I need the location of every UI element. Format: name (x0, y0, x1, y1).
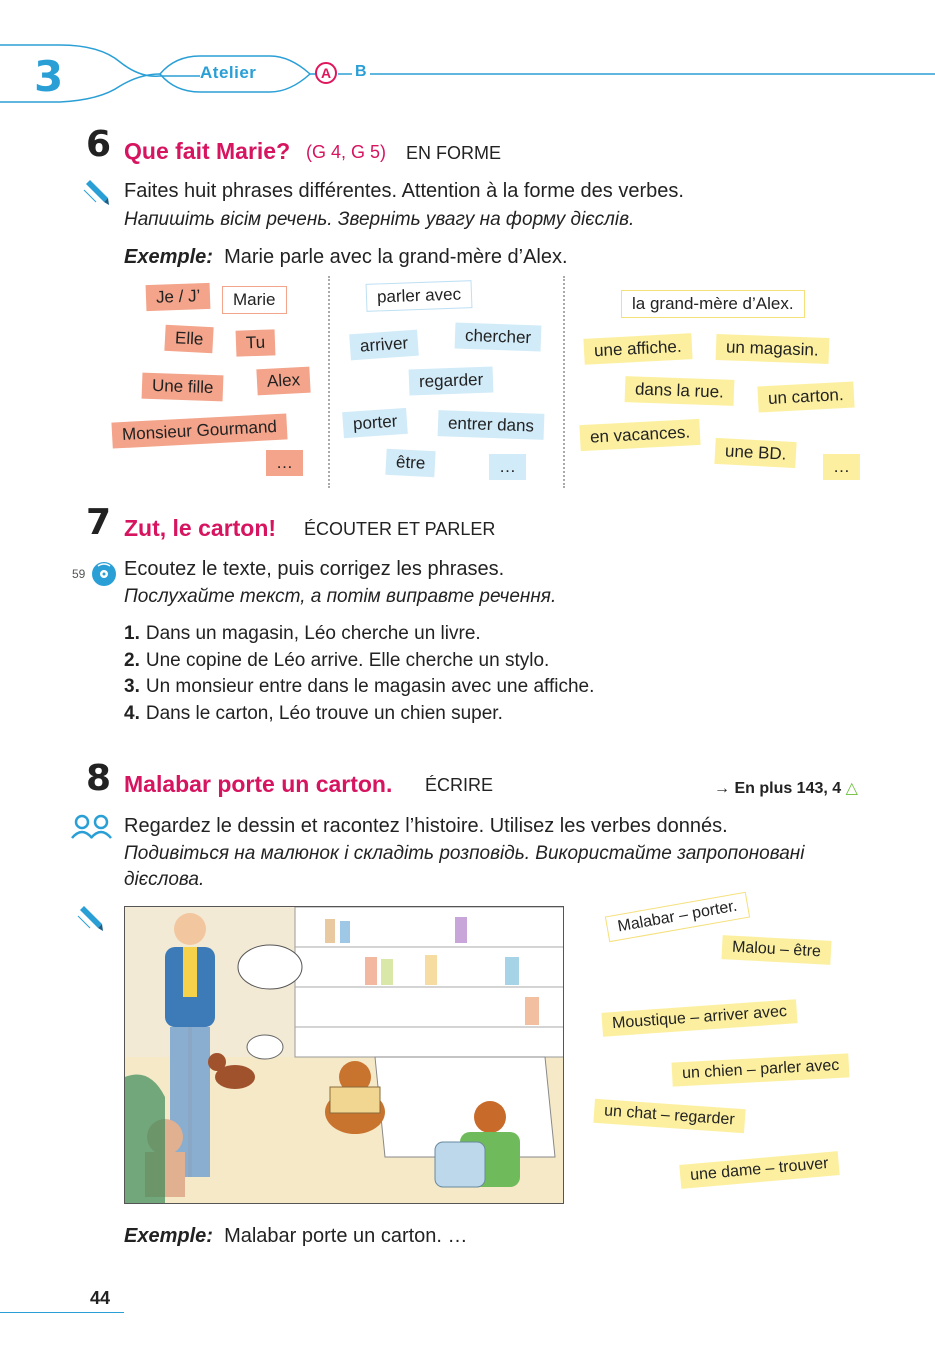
pencil-icon (76, 904, 104, 932)
en-plus-reference[interactable]: → En plus 143, 4 △ (714, 780, 858, 797)
exercise-7-number: 7 (86, 502, 112, 543)
audio-track-number: 59 (72, 567, 86, 581)
example-label: Exemple: (124, 246, 213, 268)
verb-prompt-card[interactable]: Moustique – arriver avec (601, 999, 797, 1037)
example-text: Marie parle avec la grand-mère d’Alex. (224, 246, 568, 268)
verb-card[interactable]: … (489, 454, 526, 480)
column-divider (563, 276, 565, 488)
exercise-6-title: Que fait Marie? (124, 138, 291, 164)
exercise-7-instruction-ukrainian: Послухайте текст, а потім виправте речення. (124, 586, 557, 607)
verb-card[interactable]: parler avec (366, 280, 473, 312)
exercise-8-example (124, 1225, 468, 1248)
exercise-8-instruction-ukrainian-line1: Подивіться на малюнок і складіть розповідь. Використайте запропоновані (124, 843, 805, 864)
exercise-6-instruction: Faites huit phrases différentes. Attention à la forme des verbes. (124, 180, 684, 202)
column-divider (328, 276, 330, 488)
exercise-6-grammar-ref: (G 4, G 5) (306, 142, 387, 162)
exercise-8-title: Malabar porte un carton. (124, 771, 393, 797)
page-number: 44 (90, 1288, 111, 1308)
exercise-7-instruction: Ecoutez le texte, puis corrigez les phrases. (124, 558, 505, 580)
subject-card[interactable]: Elle (164, 325, 214, 353)
statement-item: 3. Un monsieur entre dans le magasin avec une affiche. (124, 676, 595, 697)
shop-scene-drawing (125, 907, 564, 1204)
verb-card[interactable]: être (385, 449, 436, 478)
subject-card[interactable]: Je / J’ (146, 283, 211, 311)
verb-card[interactable]: regarder (409, 367, 494, 396)
exercise-8-number: 8 (86, 758, 112, 799)
subject-card[interactable]: Monsieur Gourmand (111, 413, 287, 448)
statement-item: 2. Une copine de Léo arrive. Elle cherche un stylo. (124, 650, 550, 671)
exercise-7-skill-tag: ÉCOUTER ET PARLER (304, 519, 496, 539)
example-label: Exemple: (124, 1225, 213, 1247)
statement-item: 4. Dans le carton, Léo trouve un chien super. (124, 703, 503, 724)
verb-prompt-card[interactable]: Malabar – porter. (605, 892, 750, 942)
subject-card[interactable]: … (266, 450, 303, 476)
exercise-8-instruction-ukrainian-line2: дієслова. (124, 869, 205, 890)
verb-prompt-card[interactable]: un chat – regarder (593, 1099, 745, 1133)
arrow-right-icon: → (714, 780, 730, 797)
shop-illustration (124, 906, 564, 1204)
atelier-label: Atelier (200, 63, 257, 82)
object-card[interactable]: une affiche. (583, 333, 692, 365)
verb-card[interactable]: chercher (455, 323, 542, 352)
example-text: Malabar porte un carton. … (224, 1225, 468, 1247)
verb-card[interactable]: entrer dans (438, 410, 545, 440)
object-card[interactable]: une BD. (714, 438, 797, 468)
exercise-6-example (124, 246, 568, 269)
object-card[interactable]: dans la rue. (625, 376, 735, 406)
object-card[interactable]: la grand-mère d’Alex. (621, 290, 805, 318)
verb-card[interactable]: arriver (349, 330, 419, 361)
audio-cd-icon[interactable] (90, 560, 118, 588)
pencil-icon (82, 178, 110, 206)
verb-card[interactable]: porter (342, 408, 408, 438)
subject-card[interactable]: Alex (256, 367, 310, 396)
triangle-icon: △ (845, 780, 858, 797)
verb-prompt-card[interactable]: un chien – parler avec (671, 1053, 849, 1086)
tab-b[interactable]: B (355, 63, 367, 80)
verb-prompt-card[interactable]: une dame – trouver (679, 1151, 839, 1189)
exercise-6-instruction-ukrainian: Напишіть вісім речень. Зверніть увагу на форму дієслів. (124, 209, 635, 230)
pair-work-icon (70, 814, 114, 840)
tab-a-badge[interactable]: A (315, 62, 337, 84)
object-card[interactable]: un carton. (757, 382, 854, 413)
subject-card[interactable]: Une fille (142, 373, 224, 402)
verb-prompt-card[interactable]: Malou – être (721, 935, 831, 965)
exercise-8-instruction: Regardez le dessin et racontez l’histoire. Utilisez les verbes donnés. (124, 815, 728, 837)
exercise-6-number: 6 (86, 124, 112, 165)
exercise-8-skill-tag: ÉCRIRE (425, 775, 494, 795)
unit-number: 3 (34, 52, 64, 101)
footer-rule (0, 1312, 124, 1313)
subject-card[interactable]: Tu (236, 329, 276, 356)
statement-item: 1. Dans un magasin, Léo cherche un livre. (124, 623, 481, 644)
subject-card[interactable]: Marie (222, 286, 287, 314)
exercise-6-skill-tag: EN FORME (406, 143, 502, 163)
header-band (0, 0, 935, 110)
exercise-7-title: Zut, le carton! (124, 515, 277, 541)
object-card[interactable]: un magasin. (716, 334, 829, 364)
object-card[interactable]: … (823, 454, 860, 480)
object-card[interactable]: en vacances. (579, 419, 700, 451)
